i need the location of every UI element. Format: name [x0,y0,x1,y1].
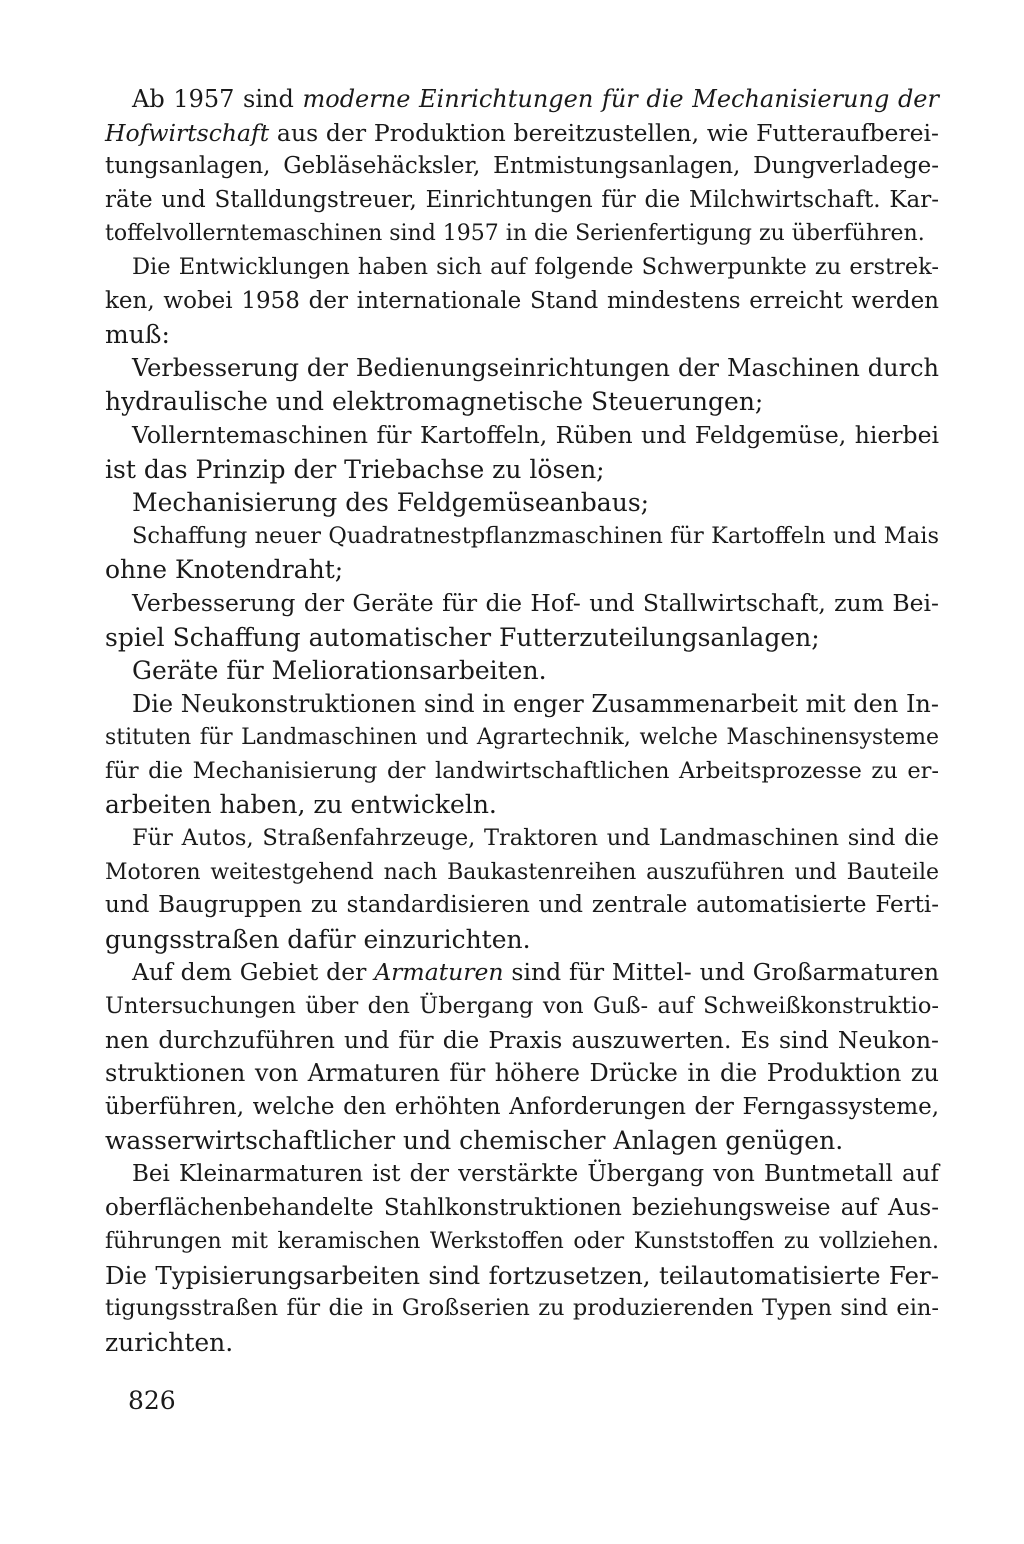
text-run: Untersuchungen über den Übergang von Guß- auf Schweißkonstruktio- [105,993,939,1020]
text-line [105,990,939,1024]
text-run: Schaffung neuer Quadratnestpflanzmaschinen für Kartoffeln und Mais [132,522,939,549]
text-line [105,956,939,990]
text-run: toffelvollerntemaschinen sind 1957 in die Serienfertigung zu überführen. [105,221,925,247]
text-run: überführen, welche den erhöhten Anforderungen der Ferngassysteme, [105,1093,939,1120]
text-run: Für Autos, Straßenfahrzeuge, Traktoren und Landmaschinen sind die [132,825,939,852]
text-run: oberflächenbehandelte Stahlkonstruktionen beziehungsweise auf Aus- [105,1194,939,1221]
text-run: ken, wobei 1958 der internationale Stand mindestens erreicht werden [105,287,939,314]
text-line [105,486,939,520]
text-line [105,1259,939,1293]
text-run: für die Mechanisierung der landwirtschaftlichen Arbeitsprozesse zu er- [105,757,939,784]
text-run: Vollerntemaschinen für Kartoffeln, Rüben und Feldgemüse, hierbei [132,420,939,449]
text-run: Geräte für Meliorationsarbeiten. [132,656,547,686]
text-line [105,1158,939,1192]
body-text [105,83,939,1360]
text-run: tungsanlagen, Gebläsehäcksler, Entmistungsanlagen, Dungverladege- [105,153,939,180]
text-line [105,822,939,856]
text-run: Die Entwicklungen haben sich auf folgende Schwerpunkte zu erstrek- [132,253,939,280]
text-run: spiel Schaffung automatischer Futterzuteilungsanlagen; [105,622,820,652]
text-run: Auf dem Gebiet der [132,958,375,987]
text-run: Mechanisierung des Feldgemüseanbaus; [132,488,650,518]
text-run: ohne Knotendraht; [105,555,344,585]
text-run: Bei Kleinarmaturen ist der verstärkte Übergang von Buntmetall auf [132,1161,939,1187]
text-line [105,352,939,386]
text-run: Verbesserung der Geräte für die Hof- und Stallwirtschaft, zum Bei- [132,588,939,617]
text-line [105,318,939,352]
text-run: und Baugruppen zu standardisieren und zentrale automatisierte Ferti- [105,892,939,919]
text-run: ist das Prinzip der Triebachse zu lösen; [105,454,605,484]
text-run: zurichten. [105,1327,234,1357]
text-run: wasserwirtschaftlicher und chemischer Anlagen genügen. [105,1126,844,1156]
text-run: sind für Mittel- und Großarmaturen [503,958,939,987]
text-line [105,621,939,655]
text-run: aus der Produktion bereitzustellen, wie Futteraufberei- [269,118,939,147]
text-line [105,385,939,419]
text-run: Verbesserung der Bedienungseinrichtungen der Maschinen durch [132,353,939,382]
text-line [105,1225,939,1259]
text-run: führungen mit keramischen Werkstoffen oder Kunststoffen zu vollziehen. [105,1229,939,1255]
text-line [105,117,939,151]
text-line [105,251,939,285]
text-line [105,1124,939,1158]
italic-text-run: Armaturen [374,958,504,987]
text-run: gungsstraßen dafür einzurichten. [105,924,531,954]
text-run: hydraulische und elektromagnetische Steuerungen; [105,387,764,417]
italic-text-run: moderne Einrichtungen für die Mechanisierung der [302,85,939,113]
text-run: struktionen von Armaturen für höhere Drücke in die Produktion zu [105,1059,939,1088]
text-run: räte und Stalldungstreuer, Einrichtungen für die Milchwirtschaft. Kar- [105,186,939,213]
text-run: stituten für Landmaschinen und Agrartechnik, welche Maschinensysteme [105,725,939,751]
text-line [105,1192,939,1226]
text-line [105,721,939,755]
text-line [105,688,939,722]
text-line [105,285,939,319]
page-number: 826 [128,1386,176,1415]
text-line [105,788,939,822]
text-line [105,553,939,587]
text-line [105,1024,939,1058]
text-line [105,83,939,117]
text-run: Die Neukonstruktionen sind in enger Zusammenarbeit mit den In- [132,689,939,718]
text-run: Motoren weitestgehend nach Baukastenreihen auszuführen und Bauteile [105,859,939,885]
text-line [105,520,939,554]
text-run: tigungsstraßen für die in Großserien zu produzierenden Typen sind ein- [105,1295,939,1322]
text-line [105,150,939,184]
text-line [105,856,939,890]
text-line [105,923,939,957]
text-run: arbeiten haben, zu entwickeln. [105,790,497,820]
text-line [105,889,939,923]
text-line [105,654,939,688]
text-run: Die Typisierungsarbeiten sind fortzusetzen, teilautomatisierte Fer- [105,1260,939,1290]
text-line [105,1091,939,1125]
text-line [105,217,939,251]
text-line [105,453,939,487]
text-line [105,419,939,453]
text-line [105,1057,939,1091]
text-line [105,1292,939,1326]
text-line [105,587,939,621]
text-run: nen durchzuführen und für die Praxis auszuwerten. Es sind Neukon- [105,1025,939,1054]
text-line [105,184,939,218]
text-line [105,755,939,789]
text-run: muß: [105,320,170,350]
italic-text-run: Hofwirtschaft [105,118,270,147]
text-run: Ab 1957 sind [132,85,303,113]
text-line [105,1326,939,1360]
